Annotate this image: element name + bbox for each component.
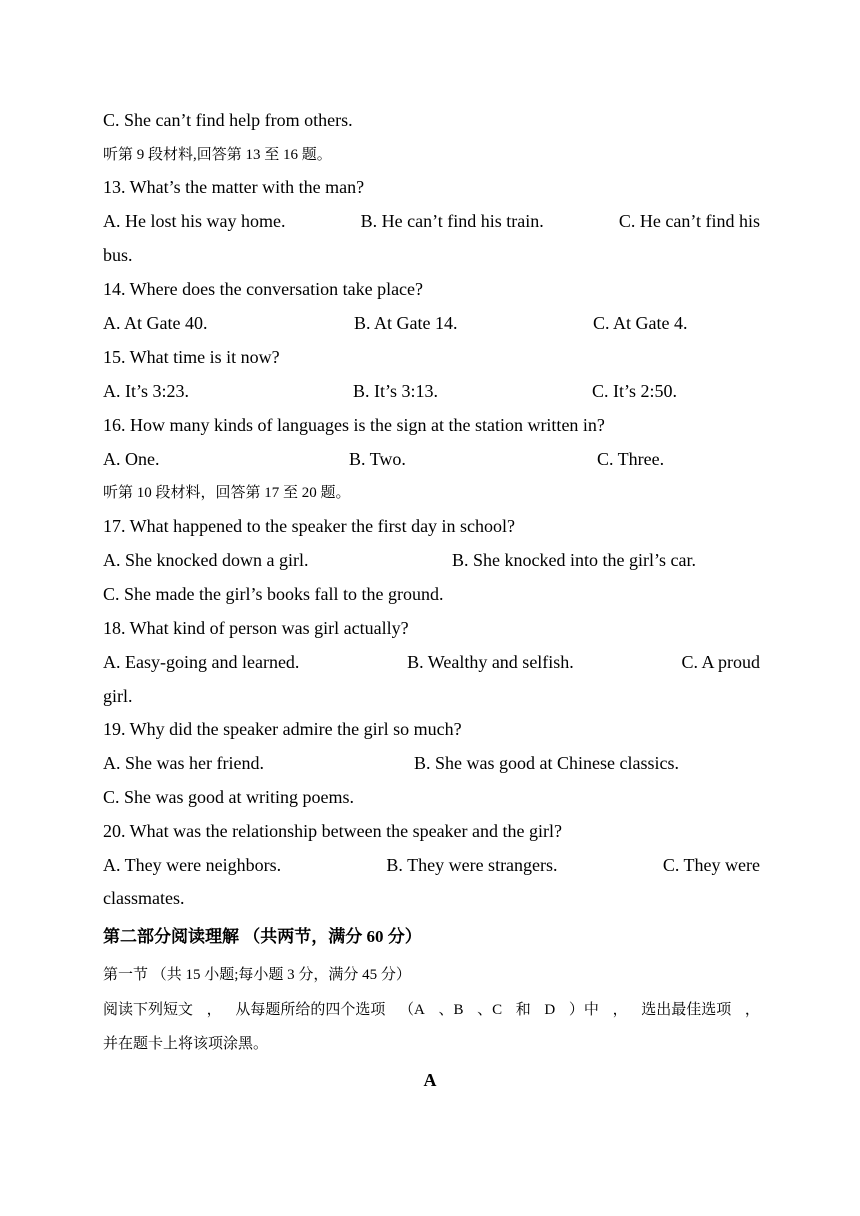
option-c: C. He can’t find his <box>618 211 760 231</box>
question-20-options <box>103 853 760 877</box>
instruction-word: 、B <box>438 1002 464 1018</box>
option-b: B. They were strangers. <box>386 855 558 875</box>
passage-label: A <box>423 1070 437 1090</box>
option-c: C. She made the girl’s books fall to the ground. <box>103 584 444 604</box>
question-14: 14. Where does the conversation take place? <box>103 279 424 299</box>
option-c: C. Three. <box>597 449 665 469</box>
option-b: B. At Gate 14. <box>354 313 458 333</box>
option-a: A. He lost his way home. <box>103 211 286 231</box>
option-b: B. It’s 3:13. <box>353 381 439 401</box>
instruction-word: 从每题所给的四个选项 <box>235 1002 386 1018</box>
option-a: A. Easy-going and learned. <box>103 652 300 672</box>
question-18: 18. What kind of person was girl actually? <box>103 618 409 638</box>
instruction-word: D <box>544 1002 556 1018</box>
instruction-word: ， <box>744 1002 760 1018</box>
option-c: C. She was good at writing poems. <box>103 787 354 807</box>
instruction-word: ）中 <box>568 1002 599 1018</box>
option-a: A. She was her friend. <box>103 753 264 773</box>
option-a: A. At Gate 40. <box>103 313 208 333</box>
question-13-options <box>103 209 760 233</box>
option-a: A. They were neighbors. <box>103 855 282 875</box>
instruction-word: 选出最佳选项 <box>641 1002 732 1018</box>
instruction-word: ， <box>206 1002 222 1018</box>
listening-instruction: 听第 9 段材料,回答第 13 至 16 题。 <box>103 147 332 163</box>
option-c: C. A proud <box>681 652 760 672</box>
instruction-word: （A <box>398 1002 425 1018</box>
option-c: C. They were <box>662 855 760 875</box>
option-line: C. She can’t find help from others. <box>103 110 353 130</box>
question-13: 13. What’s the matter with the man? <box>103 177 365 197</box>
instruction-word: 和 <box>515 1002 531 1018</box>
instruction-word: 阅读下列短文 <box>103 1002 194 1018</box>
reading-instruction <box>103 998 760 1022</box>
section-heading: 第一节 （共 15 小题;每小题 3 分，满分 45 分） <box>103 967 411 983</box>
option-a: A. It’s 3:23. <box>103 381 190 401</box>
option-b: B. Wealthy and selfish. <box>407 652 574 672</box>
option-a: A. One. <box>103 449 160 469</box>
question-17: 17. What happened to the speaker the first day in school? <box>103 516 516 536</box>
instruction-word: 、C <box>477 1002 503 1018</box>
option-continuation: bus. <box>103 245 133 265</box>
option-b: B. Two. <box>349 449 406 469</box>
option-c: C. At Gate 4. <box>593 313 688 333</box>
option-b: B. She was good at Chinese classics. <box>414 753 679 773</box>
option-b: B. He can’t find his train. <box>360 211 544 231</box>
listening-instruction: 听第 10 段材料，回答第 17 至 20 题。 <box>103 485 351 501</box>
option-continuation: classmates. <box>103 888 185 908</box>
question-18-options <box>103 650 760 674</box>
question-20: 20. What was the relationship between the speaker and the girl? <box>103 821 563 841</box>
reading-instruction-cont: 并在题卡上将该项涂黑。 <box>103 1036 269 1052</box>
option-c: C. It’s 2:50. <box>592 381 678 401</box>
instruction-word: ， <box>612 1002 628 1018</box>
option-b: B. She knocked into the girl’s car. <box>452 550 696 570</box>
question-19: 19. Why did the speaker admire the girl so much? <box>103 719 462 739</box>
question-15: 15. What time is it now? <box>103 347 280 367</box>
option-continuation: girl. <box>103 686 133 706</box>
part-heading: 第二部分阅读理解 （共两节，满分 60 分） <box>103 927 422 946</box>
question-16: 16. How many kinds of languages is the sign at the station written in? <box>103 415 605 435</box>
option-a: A. She knocked down a girl. <box>103 550 309 570</box>
